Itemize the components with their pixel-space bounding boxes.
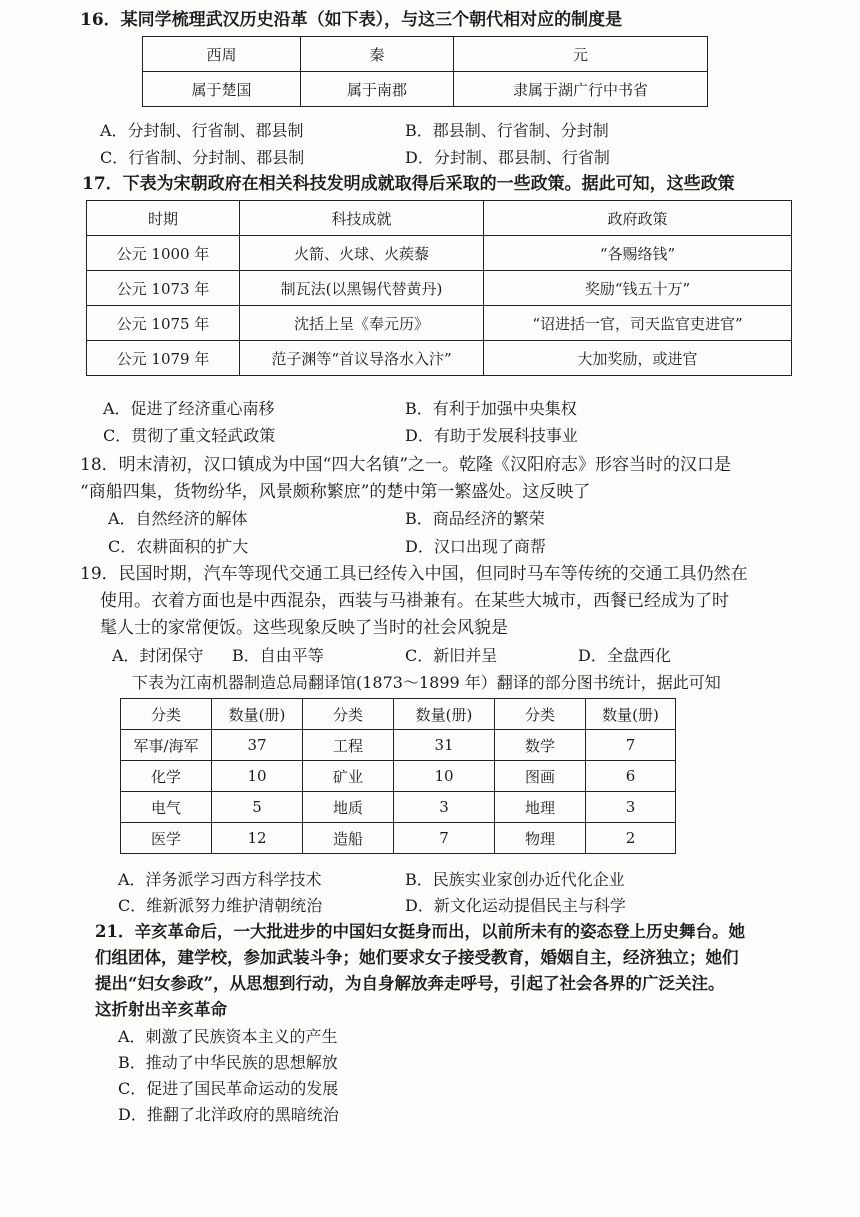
table-cell: 矿业 [303,761,394,792]
table-cell: 3 [394,792,495,823]
table-cell: 范子渊等“首议导洛水入汴” [240,341,484,376]
q16-option-b[interactable]: B．郡县制、行省制、分封制 [405,121,609,140]
table-cell: 物理 [495,823,586,854]
table-cell: 数量(册) [212,699,303,730]
q21-stem-line-4: 这折射出辛亥革命 [95,1000,227,1019]
q21-stem-line-1: 21．辛亥革命后，一大批进步的中国妇女挺身而出，以前所未有的姿态登上历史舞台。她 [95,922,745,941]
q17-table [86,200,792,376]
table-cell: 数量(册) [586,699,676,730]
table-cell: 10 [394,761,495,792]
q19-stem-line-1: 19．民国时期，汽车等现代交通工具已经传入中国，但同时马车等传统的交通工具仍然在 [80,564,748,584]
table-row [121,823,676,854]
table-cell: 公元 1075 年 [87,306,240,341]
q16-option-a[interactable]: A．分封制、行省制、郡县制 [100,121,304,140]
table-cell: 7 [586,730,676,761]
table-cell: 军事/海军 [121,730,212,761]
table-cell: 数量(册) [394,699,495,730]
table-row [87,236,792,271]
table-cell: 5 [212,792,303,823]
table-cell: 分类 [495,699,586,730]
q16-stem: 16．某同学梳理武汉历史沿革（如下表），与这三个朝代相对应的制度是 [80,10,623,30]
q16-option-d[interactable]: D．分封制、郡县制、行省制 [405,148,610,167]
table-cell: 6 [586,761,676,792]
q20-table [120,698,676,854]
q18-stem-line-1: 18．明末清初，汉口镇成为中国“四大名镇”之一。乾隆《汉阳府志》形容当时的汉口是 [80,455,732,475]
table-cell: 政府政策 [484,201,792,236]
table-cell: “诏进括一官，司天监官吏进官” [484,306,792,341]
table-cell: 7 [394,823,495,854]
table-cell: 分类 [303,699,394,730]
q20-option-a[interactable]: A．洋务派学习西方科学技术 [118,870,322,889]
q21-option-a[interactable]: A．刺激了民族资本主义的产生 [118,1027,338,1046]
q17-option-c[interactable]: C．贯彻了重文轻武政策 [103,426,276,445]
table-cell: 公元 1000 年 [87,236,240,271]
q16-option-c[interactable]: C．行省制、分封制、郡县制 [100,148,305,167]
table-cell: 地理 [495,792,586,823]
q18-option-c[interactable]: C．农耕面积的扩大 [108,537,249,556]
table-cell: 医学 [121,823,212,854]
table-cell: 火箭、火球、火蒺藜 [240,236,484,271]
q21-stem-line-2: 们组团体，建学校，参加武装斗争；她们要求女子接受教育，婚姻自主，经济独立；她们 [95,948,739,967]
table-cell: 37 [212,730,303,761]
q19-stem-line-2: 使用。衣着方面也是中西混杂，西装与马褂兼有。在某些大城市，西餐已经成为了时 [100,591,729,611]
q18-option-b[interactable]: B．商品经济的繁荣 [405,509,545,528]
table-cell: 电气 [121,792,212,823]
table-cell: 10 [212,761,303,792]
table-cell: 公元 1073 年 [87,271,240,306]
table-cell: 地质 [303,792,394,823]
q19-option-a[interactable]: A．封闭保守 [112,646,204,665]
q21-option-b[interactable]: B．推动了中华民族的思想解放 [118,1053,338,1072]
q18-option-d[interactable]: D．汉口出现了商帮 [405,537,546,556]
table-cell: 数学 [495,730,586,761]
table-cell: 12 [212,823,303,854]
table-cell: 西周 [143,37,301,72]
table-cell: 2 [586,823,676,854]
table-cell: 制瓦法(以黑锡代替黄丹) [240,271,484,306]
table-cell: 属于南郡 [301,72,454,107]
table-row [87,306,792,341]
q19-option-c[interactable]: C．新旧并呈 [405,646,498,665]
q19-option-b[interactable]: B．自由平等 [232,646,324,665]
table-cell: 科技成就 [240,201,484,236]
table-cell: 沈括上呈《奉元历》 [240,306,484,341]
q21-stem-line-3: 提出“妇女参政”，从思想到行动，为自身解放奔走呼号，引起了社会各界的广泛关注。 [95,974,725,993]
table-cell: 属于楚国 [143,72,301,107]
q21-option-c[interactable]: C．促进了国民革命运动的发展 [118,1079,339,1098]
table-cell: 31 [394,730,495,761]
q20-option-d[interactable]: D．新文化运动提倡民主与科学 [405,896,626,915]
q21-option-d[interactable]: D．推翻了北洋政府的黑暗统治 [118,1105,339,1124]
q19-stem-line-3: 髦人士的家常便饭。这些现象反映了当时的社会风貌是 [100,618,508,638]
table-cell: 图画 [495,761,586,792]
table-cell: 奖励“钱五十万” [484,271,792,306]
table-cell: 化学 [121,761,212,792]
table-cell: 大加奖励，或进官 [484,341,792,376]
q16-table [142,36,708,107]
q20-option-c[interactable]: C．维新派努力维护清朝统治 [118,896,323,915]
table-row [87,341,792,376]
table-row [121,730,676,761]
q17-stem: 17．下表为宋朝政府在相关科技发明成就取得后采取的一些政策。据此可知，这些政策 [82,174,735,194]
table-cell: 造船 [303,823,394,854]
q18-option-a[interactable]: A．自然经济的解体 [108,509,248,528]
q20-option-b[interactable]: B．民族实业家创办近代化企业 [405,870,625,889]
table-cell: 秦 [301,37,454,72]
table-cell: “各赐络钱” [484,236,792,271]
table-row [121,792,676,823]
q17-option-a[interactable]: A．促进了经济重心南移 [103,399,275,418]
table-cell: 时期 [87,201,240,236]
table-row [87,271,792,306]
q17-option-d[interactable]: D．有助于发展科技事业 [405,426,578,445]
q19-option-d[interactable]: D．全盘西化 [578,646,671,665]
table-cell: 公元 1079 年 [87,341,240,376]
table-cell: 工程 [303,730,394,761]
q18-stem-line-2: “商船四集，货物纷华，风景颇称繁庶”的楚中第一繁盛处。这反映了 [80,482,591,502]
table-row [87,201,792,236]
table-row [143,72,708,107]
table-cell: 3 [586,792,676,823]
q20-stem: 下表为江南机器制造总局翻译馆(1873～1899 年）翻译的部分图书统计，据此可知 [132,673,721,692]
table-row [121,761,676,792]
table-row [143,37,708,72]
q17-option-b[interactable]: B．有利于加强中央集权 [405,399,577,418]
table-row [121,699,676,730]
table-cell: 元 [454,37,708,72]
table-cell: 分类 [121,699,212,730]
table-cell: 隶属于湖广行中书省 [454,72,708,107]
